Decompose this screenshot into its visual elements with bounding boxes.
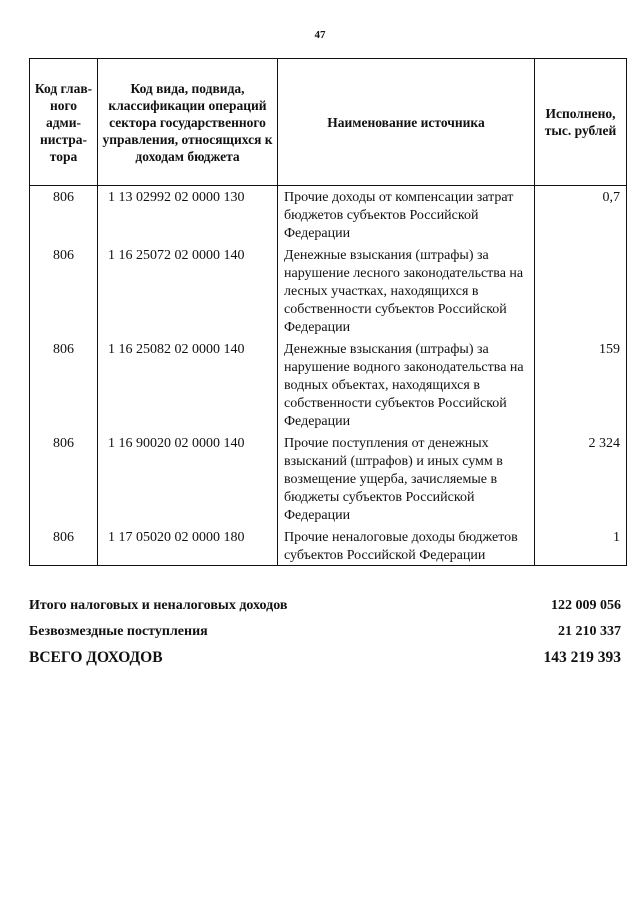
table-row — [30, 341, 627, 435]
executed-amount-cell: 2 324 — [535, 435, 627, 529]
classification-code-cell: 1 16 25072 02 0000 140 — [98, 247, 278, 341]
admin-code-cell: 806 — [30, 186, 98, 248]
executed-amount-cell — [535, 247, 627, 341]
header-executed: Исполнено, тыс. рублей — [535, 59, 627, 186]
header-classification-code: Код вида, подвида, классификации операций сектора государственного управления, относящихся к доходам бюджета — [98, 59, 278, 186]
admin-code-cell: 806 — [30, 247, 98, 341]
revenue-table — [29, 58, 627, 566]
total-tax-nontax-row — [29, 598, 621, 614]
grand-total-row — [29, 649, 621, 667]
total-tax-nontax-label: Итого налоговых и неналоговых доходов — [29, 598, 288, 613]
source-name-cell: Прочие поступления от денежных взысканий (штрафов) и иных сумм в возмещение ущерба, зачисляемые в бюджеты субъектов Российской Федерации — [278, 435, 535, 529]
page-number: 47 — [314, 29, 326, 41]
header-admin-code: Код глав-ного адми-нистра-тора — [30, 59, 98, 186]
total-gratuitous-label: Безвозмездные поступления — [29, 624, 208, 639]
source-name-cell: Денежные взыскания (штрафы) за нарушение лесного законодательства на лесных участках, находящихся в собственности субъектов Российской Федерации — [278, 247, 535, 341]
classification-code-cell: 1 13 02992 02 0000 130 — [98, 186, 278, 248]
total-gratuitous-value: 21 210 337 — [558, 624, 621, 639]
classification-code-cell: 1 17 05020 02 0000 180 — [98, 529, 278, 566]
header-source-name: Наименование источника — [278, 59, 535, 186]
table-row — [30, 247, 627, 341]
table-row — [30, 435, 627, 529]
table-row — [30, 529, 627, 566]
table-header-row — [30, 59, 627, 186]
executed-amount-cell: 1 — [535, 529, 627, 566]
classification-code-cell: 1 16 25082 02 0000 140 — [98, 341, 278, 435]
source-name-cell: Прочие неналоговые доходы бюджетов субъектов Российской Федерации — [278, 529, 535, 566]
grand-total-label: ВСЕГО ДОХОДОВ — [29, 649, 163, 666]
total-gratuitous-row — [29, 624, 621, 640]
total-tax-nontax-value: 122 009 056 — [551, 598, 621, 613]
grand-total-value: 143 219 393 — [543, 649, 621, 666]
source-name-cell: Денежные взыскания (штрафы) за нарушение водного законодательства на водных объектах, находящихся в собственности субъектов Российской Федерации — [278, 341, 535, 435]
source-name-cell: Прочие доходы от компенсации затрат бюджетов субъектов Российской Федерации — [278, 186, 535, 248]
classification-code-cell: 1 16 90020 02 0000 140 — [98, 435, 278, 529]
table-row — [30, 186, 627, 248]
executed-amount-cell: 0,7 — [535, 186, 627, 248]
admin-code-cell: 806 — [30, 529, 98, 566]
executed-amount-cell: 159 — [535, 341, 627, 435]
admin-code-cell: 806 — [30, 341, 98, 435]
admin-code-cell: 806 — [30, 435, 98, 529]
